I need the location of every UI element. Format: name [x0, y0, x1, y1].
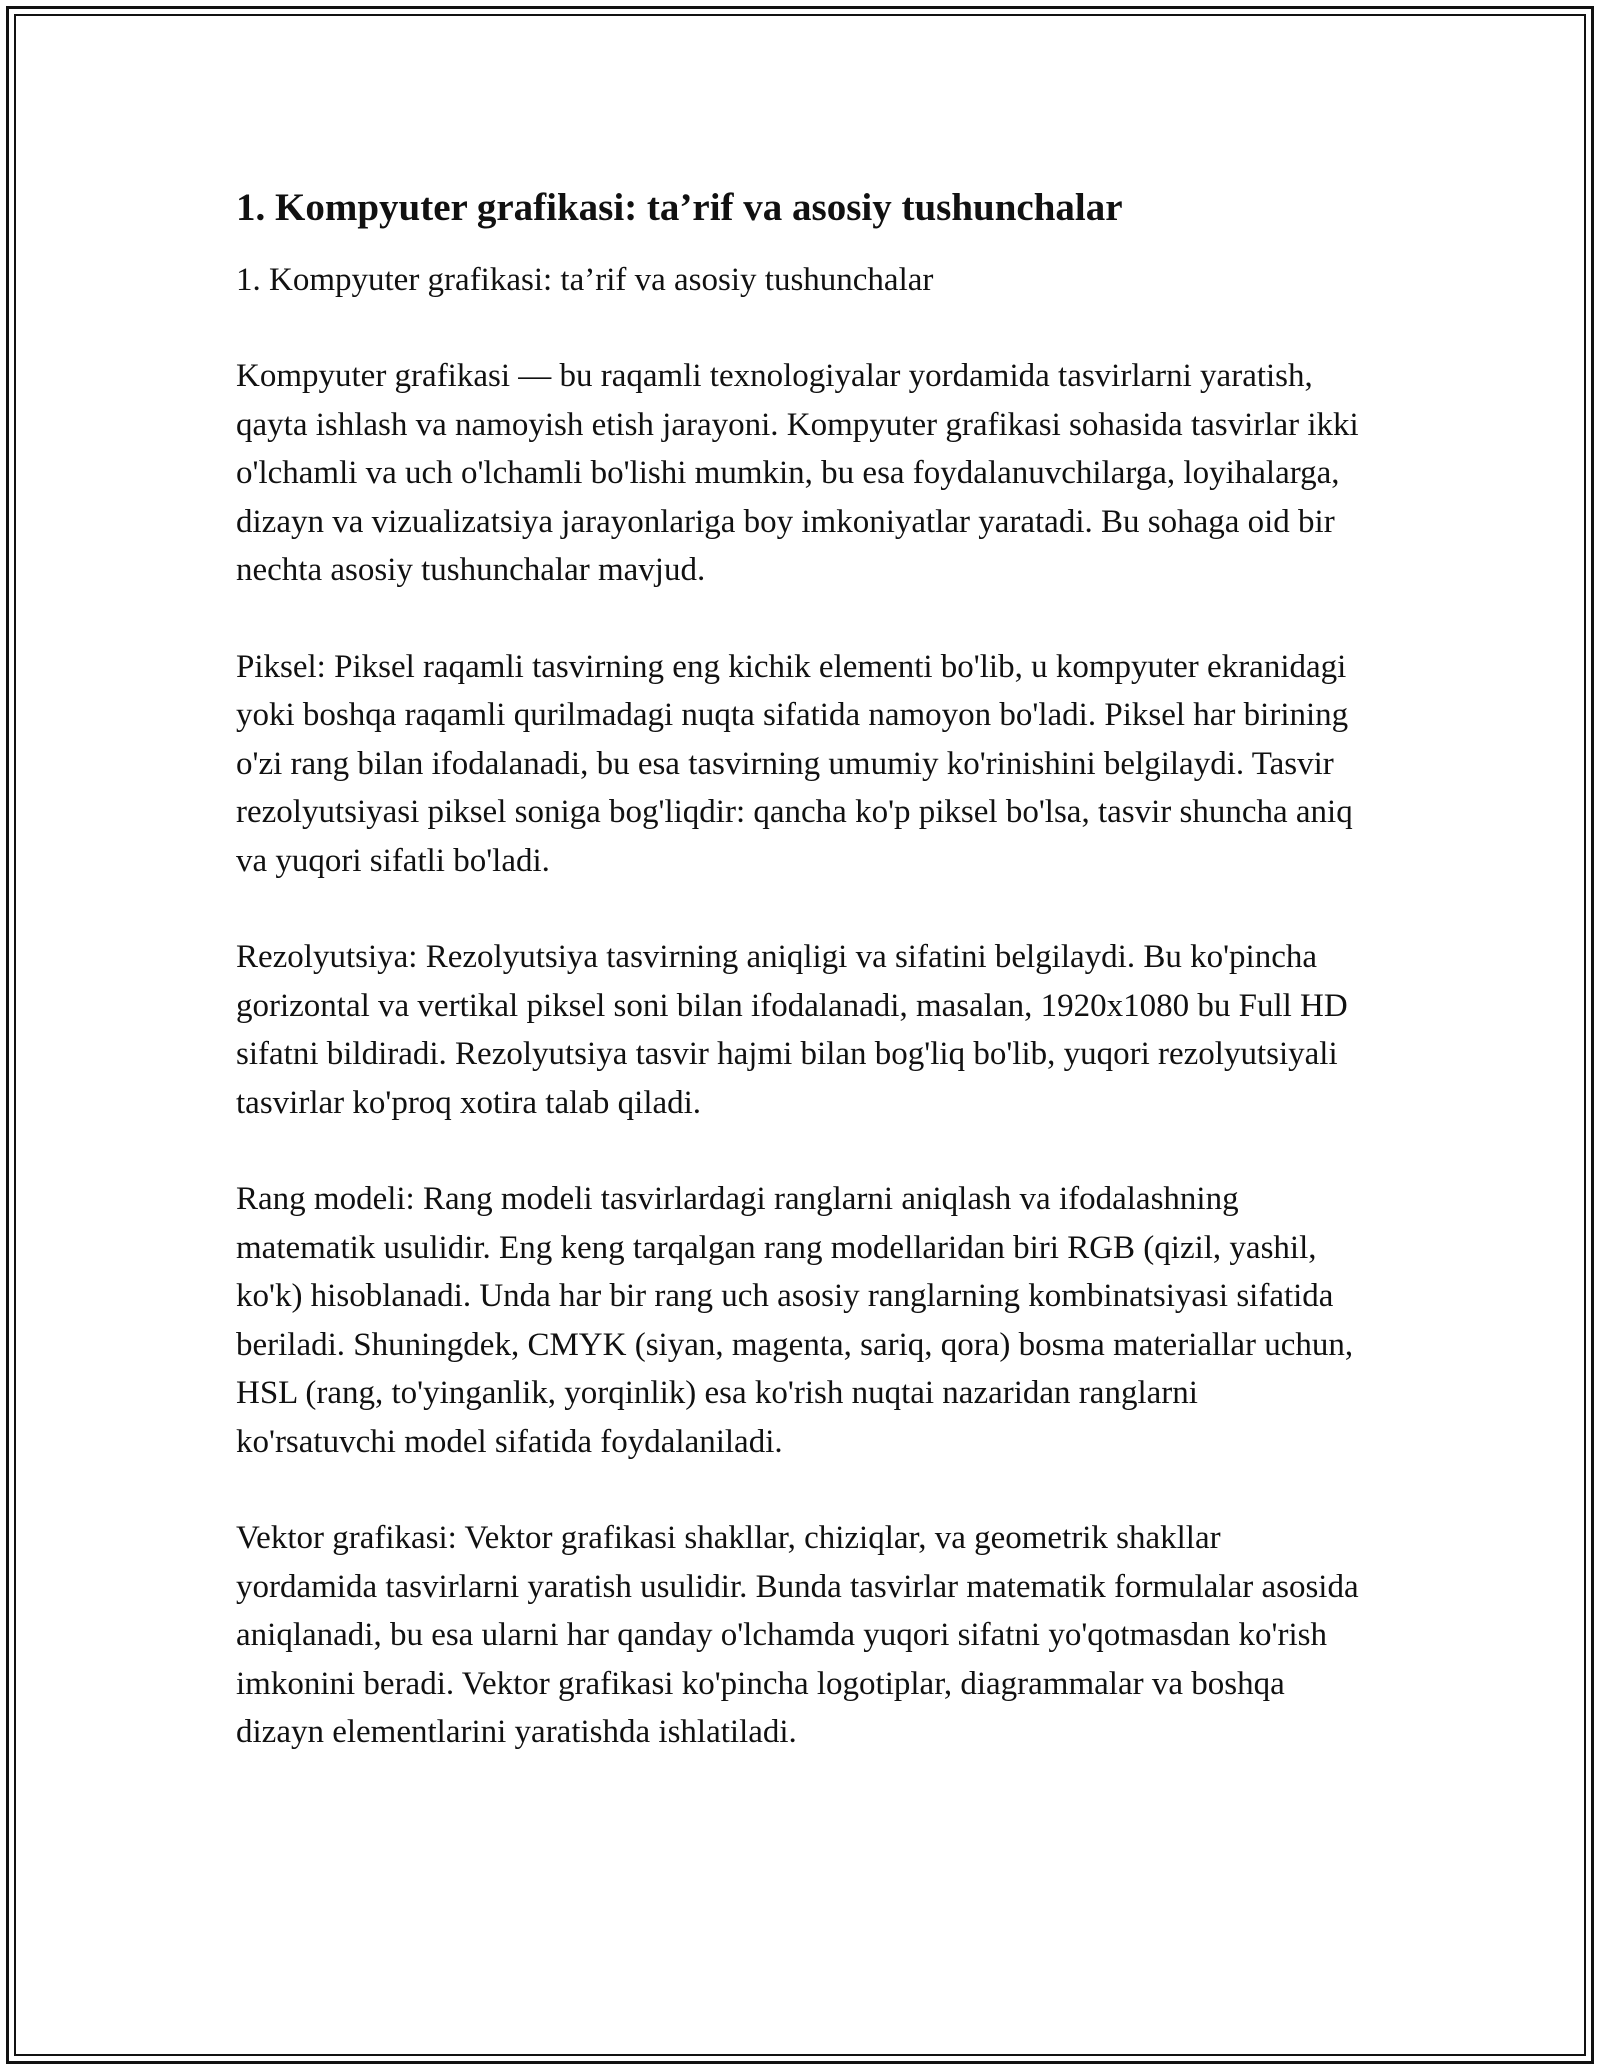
- paragraph-rang-modeli: Rang modeli: Rang modeli tasvirlardagi ranglarni aniqlash va ifodalashning matematik usulidir. Eng keng tarqalgan rang modellaridan biri RGB (qizil, yashil, ko'k) hisoblanadi. Unda har bir rang uch asosiy ranglarning kombinatsiyasi sifatida beriladi. Shuningdek, CMYK (siyan, magenta, sariq, qora) bosma materiallar uchun, HSL (rang, to'yinganlik, yorqinlik) esa ko'rish nuqtai nazaridan ranglarni ko'rsatuvchi model sifatida foydalaniladi.: [236, 1181, 1354, 1460]
- paragraph-vektor-grafikasi: Vektor grafikasi: Vektor grafikasi shakllar, chiziqlar, va geometrik shakllar yordamida tasvirlarni yaratish usulidir. Bunda tasvirlar matematik formulalar asosida aniqlanadi, bu esa ularni har qanday o'lchamda yuqori sifatni yo'qotmasdan ko'rish imkonini beradi. Vektor grafikasi ko'pincha logotiplar, diagrammalar va boshqa dizayn elementlarini yaratishda ishlatiladi.: [236, 1520, 1359, 1750]
- paragraph-rezolyutsiya: Rezolyutsiya: Rezolyutsiya tasvirning aniqligi va sifatini belgilaydi. Bu ko'pincha gorizontal va vertikal piksel soni bilan ifodalanadi, masalan, 1920x1080 bu Full HD sifatni bildiradi. Rezolyutsiya tasvir hajmi bilan bog'liq bo'lib, yuqori rezolyutsiyali tasvirlar ko'proq xotira talab qiladi.: [236, 939, 1348, 1121]
- paragraph-intro: Kompyuter grafikasi — bu raqamli texnologiyalar yordamida tasvirlarni yaratish, qayta ishlash va namoyish etish jarayoni. Kompyuter grafikasi sohasida tasvirlar ikki o'lchamli va uch o'lchamli bo'lishi mumkin, bu esa foydalanuvchilarga, loyihalarga, dizayn va vizualizatsiya jarayonlariga boy imkoniyatlar yaratadi. Bu sohaga oid bir nechta asosiy tushunchalar mavjud.: [236, 358, 1359, 588]
- document-body: [236, 180, 1366, 1805]
- paragraph-piksel: Piksel: Piksel raqamli tasvirning eng kichik elementi bo'lib, u kompyuter ekranidagi yoki boshqa raqamli qurilmadagi nuqta sifatida namoyon bo'ladi. Piksel har birining o'zi rang bilan ifodalanadi, bu esa tasvirning umumiy ko'rinishini belgilaydi. Tasvir rezolyutsiyasi piksel soniga bog'liqdir: qancha ko'p piksel bo'lsa, tasvir shuncha aniq va yuqori sifatli bo'ladi.: [236, 648, 1353, 879]
- document-subtitle: 1. Kompyuter grafikasi: ta’rif va asosiy tushunchalar: [236, 262, 934, 298]
- document-title: 1. Kompyuter grafikasi: ta’rif va asosiy tushunchalar: [236, 186, 1123, 229]
